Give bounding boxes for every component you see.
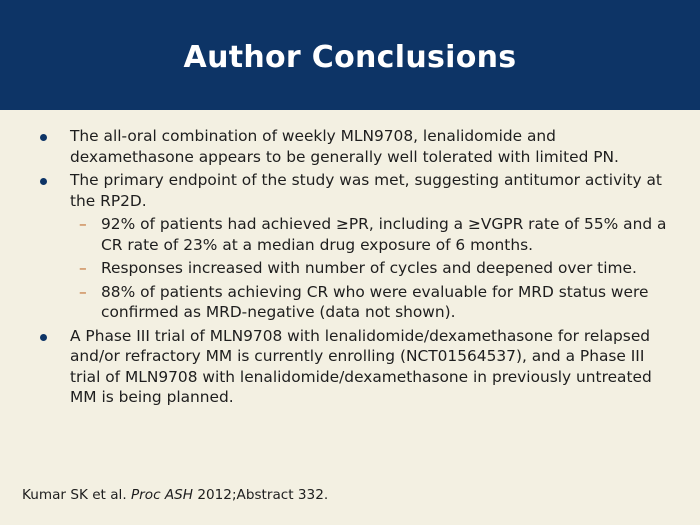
slide-title: Author Conclusions — [183, 39, 517, 75]
bullet-item — [0, 126, 700, 167]
sub-bullet-item — [0, 282, 700, 323]
header-bar — [0, 0, 700, 110]
bullet-dot-icon — [40, 178, 47, 185]
bullet-text: A Phase III trial of MLN9708 with lenalidomide/dexamethasone for relapsed and/or refractory MM is currently enrolling (NCT01564537), and a Phase III trial of MLN9708 with lenalidomide/dexamethasone in previously untreated MM is being planned. — [70, 326, 652, 406]
bullet-item — [0, 326, 700, 408]
bullet-text: The primary endpoint of the study was met, suggesting antitumor activity at the RP2D. — [70, 171, 662, 210]
sub-bullet-text: 88% of patients achieving CR who were evaluable for MRD status were confirmed as MRD-negative (data not shown). — [101, 282, 649, 321]
sub-bullet-text: Responses increased with number of cycles and deepened over time. — [101, 259, 637, 277]
bullet-text: The all-oral combination of weekly MLN9708, lenalidomide and dexamethasone appears to be generally well tolerated with limited PN. — [70, 127, 619, 166]
sub-bullet-item — [0, 214, 700, 255]
slide-content — [0, 126, 700, 411]
dash-icon: – — [79, 282, 87, 301]
citation-journal: Proc ASH — [130, 487, 194, 503]
bullet-item — [0, 170, 700, 211]
citation-authors: Kumar SK et al. — [22, 487, 131, 503]
sub-bullet-text: 92% of patients had achieved ≥PR, including a ≥VGPR rate of 55% and a CR rate of 23% at a median drug exposure of 6 months. — [101, 215, 667, 254]
citation-details: 2012;Abstract 332. — [193, 487, 329, 503]
bullet-dot-icon — [40, 334, 47, 341]
citation — [22, 487, 328, 503]
sub-bullet-item — [0, 258, 700, 279]
bullet-dot-icon — [40, 134, 47, 141]
dash-icon: – — [79, 259, 87, 277]
dash-icon: – — [79, 215, 87, 233]
